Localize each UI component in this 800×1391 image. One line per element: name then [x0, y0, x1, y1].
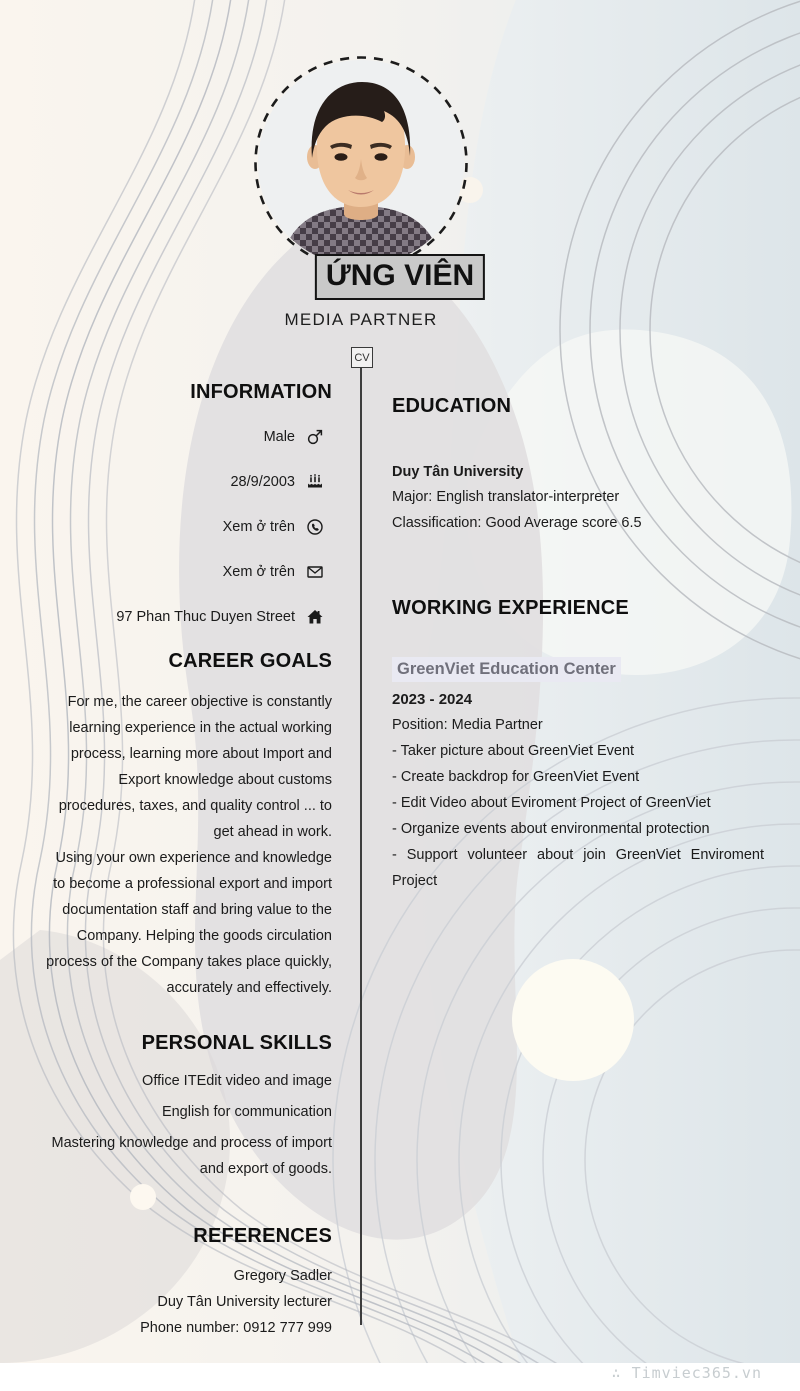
education-section	[392, 395, 764, 536]
experience-section	[392, 597, 764, 894]
career-goals-section	[40, 650, 332, 1001]
references-section	[40, 1225, 332, 1341]
education-major: Major: English translator-interpreter	[392, 489, 620, 505]
education-school: Duy Tân University	[392, 464, 524, 480]
site-watermark: ∴ Timviec365.vn	[611, 1364, 762, 1382]
info-item-birthday	[40, 469, 332, 495]
career-goals-paragraph: For me, the career objective is constantly learning experience in the actual working process, learning more about Import and Export knowledge about customs procedures, taxes, and quality control ... to get ahead in work.	[58, 694, 332, 840]
experience-bullet: - Taker picture about GreenViet Event	[392, 743, 635, 759]
phone-value: Xem ở trên	[222, 519, 295, 535]
education-classification: Classification: Good Average score 6.5	[392, 514, 642, 531]
candidate-name: ỨNG VIÊN	[315, 254, 485, 300]
info-item-address	[40, 604, 332, 630]
skill-item: English for communication	[161, 1104, 332, 1120]
experience-heading: WORKING EXPERIENCE	[392, 597, 629, 619]
birthday-cake-icon	[306, 473, 324, 491]
information-heading: INFORMATION	[190, 381, 332, 403]
personal-skills-heading: PERSONAL SKILLS	[141, 1032, 332, 1054]
gender-value: Male	[263, 429, 295, 445]
email-icon	[306, 563, 324, 581]
experience-bullet: - Edit Video about Eviroment Project of GreenViet	[392, 795, 711, 811]
column-divider	[360, 368, 362, 1325]
email-value: Xem ở trên	[222, 564, 295, 580]
gender-male-icon	[306, 428, 324, 446]
personal-skills-section	[40, 1032, 332, 1187]
career-goals-heading: CAREER GOALS	[168, 650, 332, 672]
experience-period: 2023 - 2024	[392, 691, 473, 708]
information-section	[40, 381, 332, 630]
career-goals-paragraph: Using your own experience and knowledge to become a professional export and import documentation staff and bring value to the Company. Helping the goods circulation process of the Company takes place quickly, accurately and effectively.	[46, 850, 332, 996]
experience-bullet: - Organize events about environmental protection	[392, 821, 710, 837]
reference-phone: Phone number: 0912 777 999	[140, 1320, 332, 1336]
references-heading: REFERENCES	[193, 1225, 332, 1247]
experience-bullet: - Support volunteer about join GreenViet Enviroment Project	[392, 847, 764, 889]
address-value: 97 Phan Thuc Duyen Street	[116, 609, 295, 625]
experience-bullet: - Create backdrop for GreenViet Event	[392, 769, 640, 785]
info-item-gender	[40, 424, 332, 450]
education-heading: EDUCATION	[392, 395, 512, 417]
info-item-email	[40, 559, 332, 585]
home-icon	[306, 608, 324, 626]
reference-role: Duy Tân University lecturer	[157, 1294, 332, 1310]
birthday-value: 28/9/2003	[230, 474, 295, 490]
phone-icon	[306, 518, 324, 536]
skill-item: Mastering knowledge and process of import and export of goods.	[51, 1135, 332, 1177]
reference-name: Gregory Sadler	[233, 1268, 332, 1284]
experience-company: GreenViet Education Center	[392, 657, 621, 682]
experience-position: Position: Media Partner	[392, 717, 543, 733]
skill-item: Office ITEdit video and image	[142, 1073, 332, 1089]
cv-badge: CV	[351, 347, 373, 368]
profile-photo	[252, 54, 470, 272]
job-title: MEDIA PARTNER	[284, 310, 438, 329]
info-item-phone	[40, 514, 332, 540]
